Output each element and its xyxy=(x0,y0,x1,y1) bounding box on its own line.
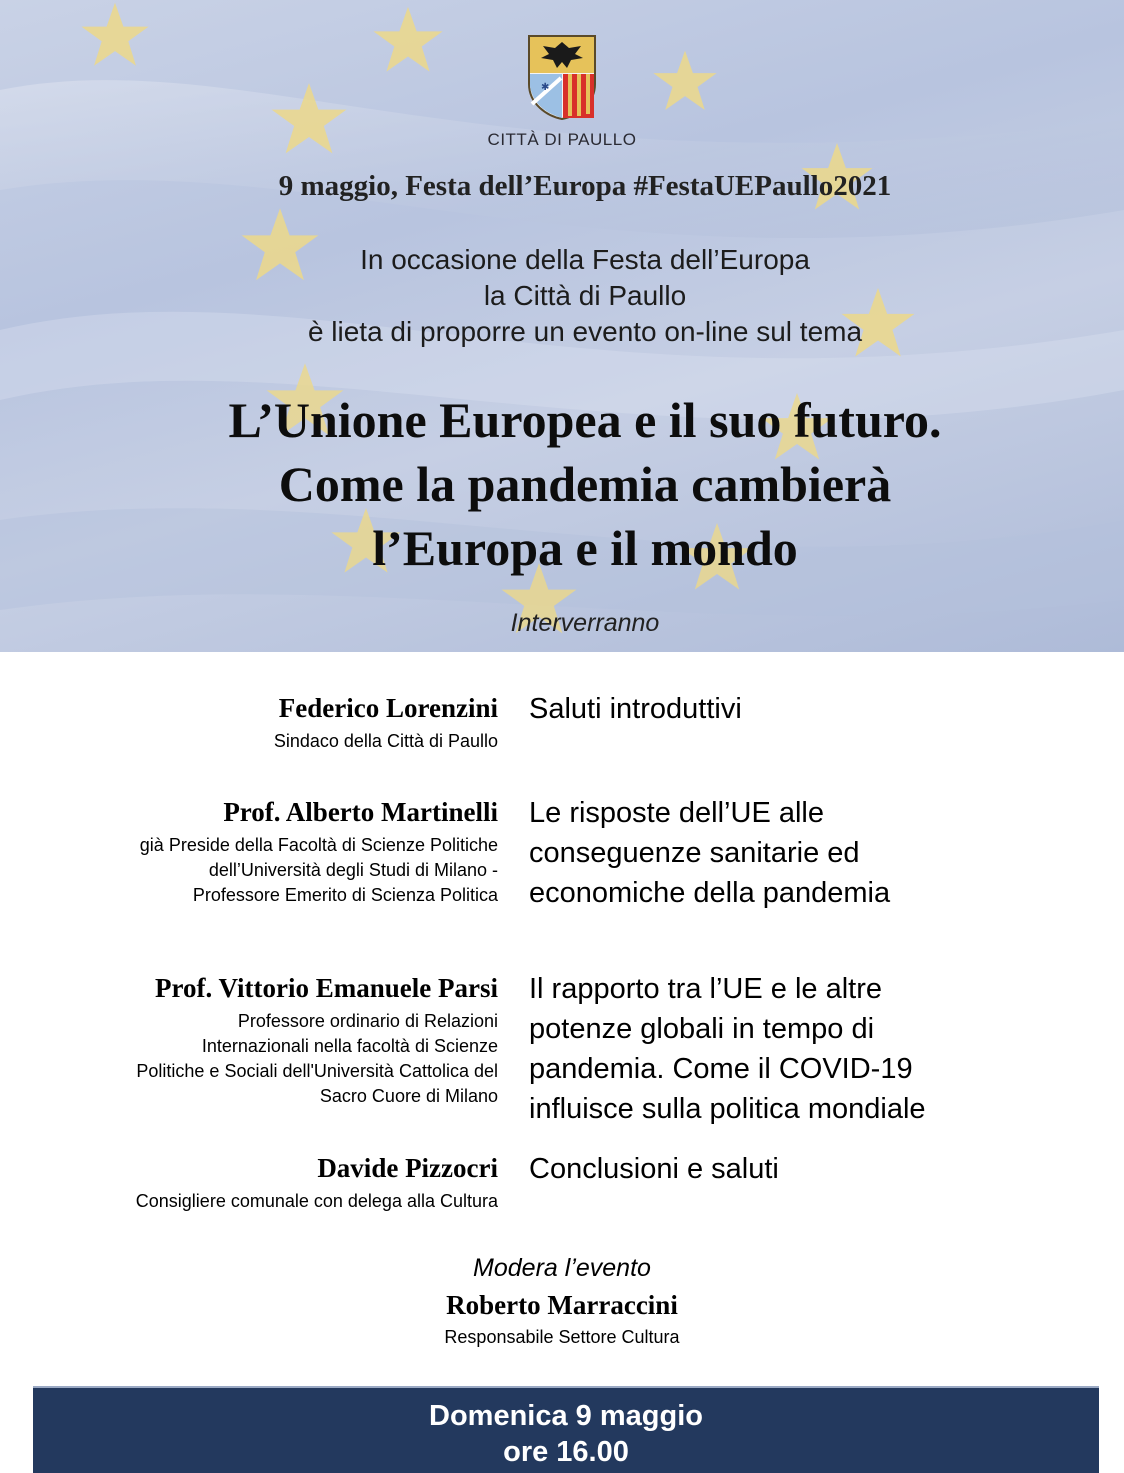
speaker-role-line: dell’Università degli Studi di Milano - xyxy=(208,860,498,880)
speaker-topic-line: pandemia. Come il COVID-19 xyxy=(529,1053,913,1085)
speaker-role-line: Sacro Cuore di Milano xyxy=(319,1086,498,1106)
event-title-line: Come la pandemia cambierà xyxy=(278,456,892,512)
speaker-name: Prof. Vittorio Emanuele Parsi xyxy=(155,973,498,1003)
moderator-label: Modera l’evento xyxy=(473,1254,651,1282)
speakers-label: Interverranno xyxy=(510,609,660,637)
speaker-role-line: già Preside della Facoltà di Scienze Politiche xyxy=(139,835,498,855)
star-icon xyxy=(372,4,444,76)
speaker-topic-line: influisce sulla politica mondiale xyxy=(529,1093,926,1125)
city-name-label: CITTÀ DI PAULLO xyxy=(487,130,637,149)
star-icon xyxy=(80,0,150,70)
speaker-topic-line: Conclusioni e saluti xyxy=(529,1153,779,1185)
speaker-topic-line: Il rapporto tra l’UE e le altre xyxy=(529,973,882,1005)
speaker-topic xyxy=(529,969,1009,1129)
speaker-role xyxy=(28,833,498,908)
speaker-topic-line: Le risposte dell’UE alle xyxy=(529,797,824,829)
speaker-role-line: Sindaco della Città di Paullo xyxy=(273,731,498,751)
speaker-role xyxy=(28,1189,498,1214)
speaker-topic xyxy=(529,1149,1009,1189)
moderator-role: Responsabile Settore Cultura xyxy=(444,1327,680,1347)
event-title-line: l’Europa e il mondo xyxy=(372,520,798,576)
speaker-role xyxy=(28,729,498,754)
speaker-topic xyxy=(529,793,1009,913)
speaker-role-line: Politiche e Sociali dell'Università Cattolica del xyxy=(136,1061,498,1081)
speaker-role-line: Internazionali nella facoltà di Scienze xyxy=(201,1036,498,1056)
speaker-role-line: Consigliere comunale con delega alla Cultura xyxy=(135,1191,498,1211)
svg-text:✱: ✱ xyxy=(541,82,550,93)
event-title xyxy=(0,388,1124,580)
speaker-topic-line: economiche della pandemia xyxy=(529,877,891,909)
speaker-role xyxy=(28,1009,498,1109)
intro-line: la Città di Paullo xyxy=(483,280,687,311)
speaker-name: Federico Lorenzini xyxy=(278,693,498,723)
speaker-topic-line: potenze globali in tempo di xyxy=(529,1013,875,1045)
speaker-role-line: Professore Emerito di Scienza Politica xyxy=(192,885,498,905)
speaker-role-line: Professore ordinario di Relazioni xyxy=(237,1011,498,1031)
eu-flag-background xyxy=(0,0,1124,652)
event-time: ore 16.00 xyxy=(503,1436,629,1468)
intro-line: è lieta di proporre un evento on-line sul tema xyxy=(307,316,863,347)
speaker-name: Prof. Alberto Martinelli xyxy=(223,797,498,827)
event-title-line: L’Unione Europea e il suo futuro. xyxy=(228,392,942,448)
speaker-topic-line: conseguenze sanitarie ed xyxy=(529,837,860,869)
intro-line: In occasione della Festa dell’Europa xyxy=(360,244,810,275)
event-hashtag-heading: 9 maggio, Festa dell’Europa #FestaUEPaullo2021 xyxy=(278,170,892,202)
speaker-topic xyxy=(529,689,1009,729)
speaker-topic-line: Saluti introduttivi xyxy=(529,693,742,725)
city-coat-of-arms-icon xyxy=(527,34,597,120)
star-icon xyxy=(652,48,718,114)
event-day: Domenica 9 maggio xyxy=(429,1400,703,1432)
event-date-banner xyxy=(33,1386,1099,1473)
moderator-name: Roberto Marraccini xyxy=(446,1290,678,1320)
speaker-name: Davide Pizzocri xyxy=(317,1153,498,1183)
intro-text xyxy=(0,242,1124,350)
